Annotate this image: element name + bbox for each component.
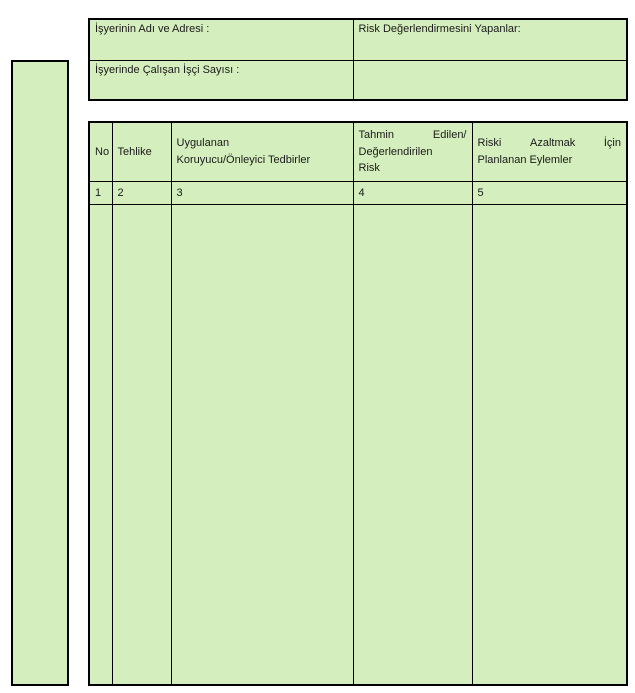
workplace-address-cell[interactable]: İşyerinin Adı ve Adresi :	[89, 19, 353, 60]
column-number-cell: 5	[472, 181, 627, 204]
header-estimated-risk-line1: Tahmin Edilen/	[358, 129, 467, 141]
entry-hazard-cell[interactable]	[112, 204, 171, 685]
form-title-sidebar	[11, 60, 69, 686]
column-number-cell: 2	[112, 181, 171, 204]
workplace-info-table	[88, 18, 628, 101]
header-estimated-risk-cell	[353, 122, 472, 181]
form-title-vertical-text	[0, 62, 13, 684]
header-planned-actions-line2: Planlanan Eylemler	[477, 153, 573, 166]
header-measures-line2: Koruyucu/Önleyici Tedbirler	[176, 153, 311, 166]
header-hazard-cell: Tehlike	[112, 122, 171, 181]
header-no-cell: No	[89, 122, 112, 181]
risk-assessment-table	[88, 121, 628, 686]
worker-count-value-cell[interactable]	[353, 60, 627, 100]
worker-count-cell[interactable]: İşyerinde Çalışan İşçi Sayısı :	[89, 60, 353, 100]
header-estimated-risk-line2: Değerlendirilen	[358, 145, 433, 158]
entry-measures-cell[interactable]	[171, 204, 353, 685]
column-number-cell: 4	[353, 181, 472, 204]
info-row-worker-count	[89, 60, 627, 100]
entry-row	[89, 204, 627, 685]
header-estimated-risk-line3: Risk	[358, 162, 380, 174]
column-number-cell: 1	[89, 181, 112, 204]
entry-risk-cell[interactable]	[353, 204, 472, 685]
header-planned-actions-line1: Riski Azaltmak İçin	[477, 137, 621, 150]
info-row-address	[89, 19, 627, 60]
column-number-row	[89, 181, 627, 204]
entry-actions-cell[interactable]	[472, 204, 627, 685]
header-measures-cell	[171, 122, 353, 181]
header-planned-actions-cell	[472, 122, 627, 181]
column-number-cell: 3	[171, 181, 353, 204]
risk-assessors-cell[interactable]: Risk Değerlendirmesini Yapanlar:	[353, 19, 627, 60]
header-measures-line1: Uygulanan	[176, 137, 230, 150]
entry-no-cell[interactable]	[89, 204, 112, 685]
header-row	[89, 122, 627, 181]
